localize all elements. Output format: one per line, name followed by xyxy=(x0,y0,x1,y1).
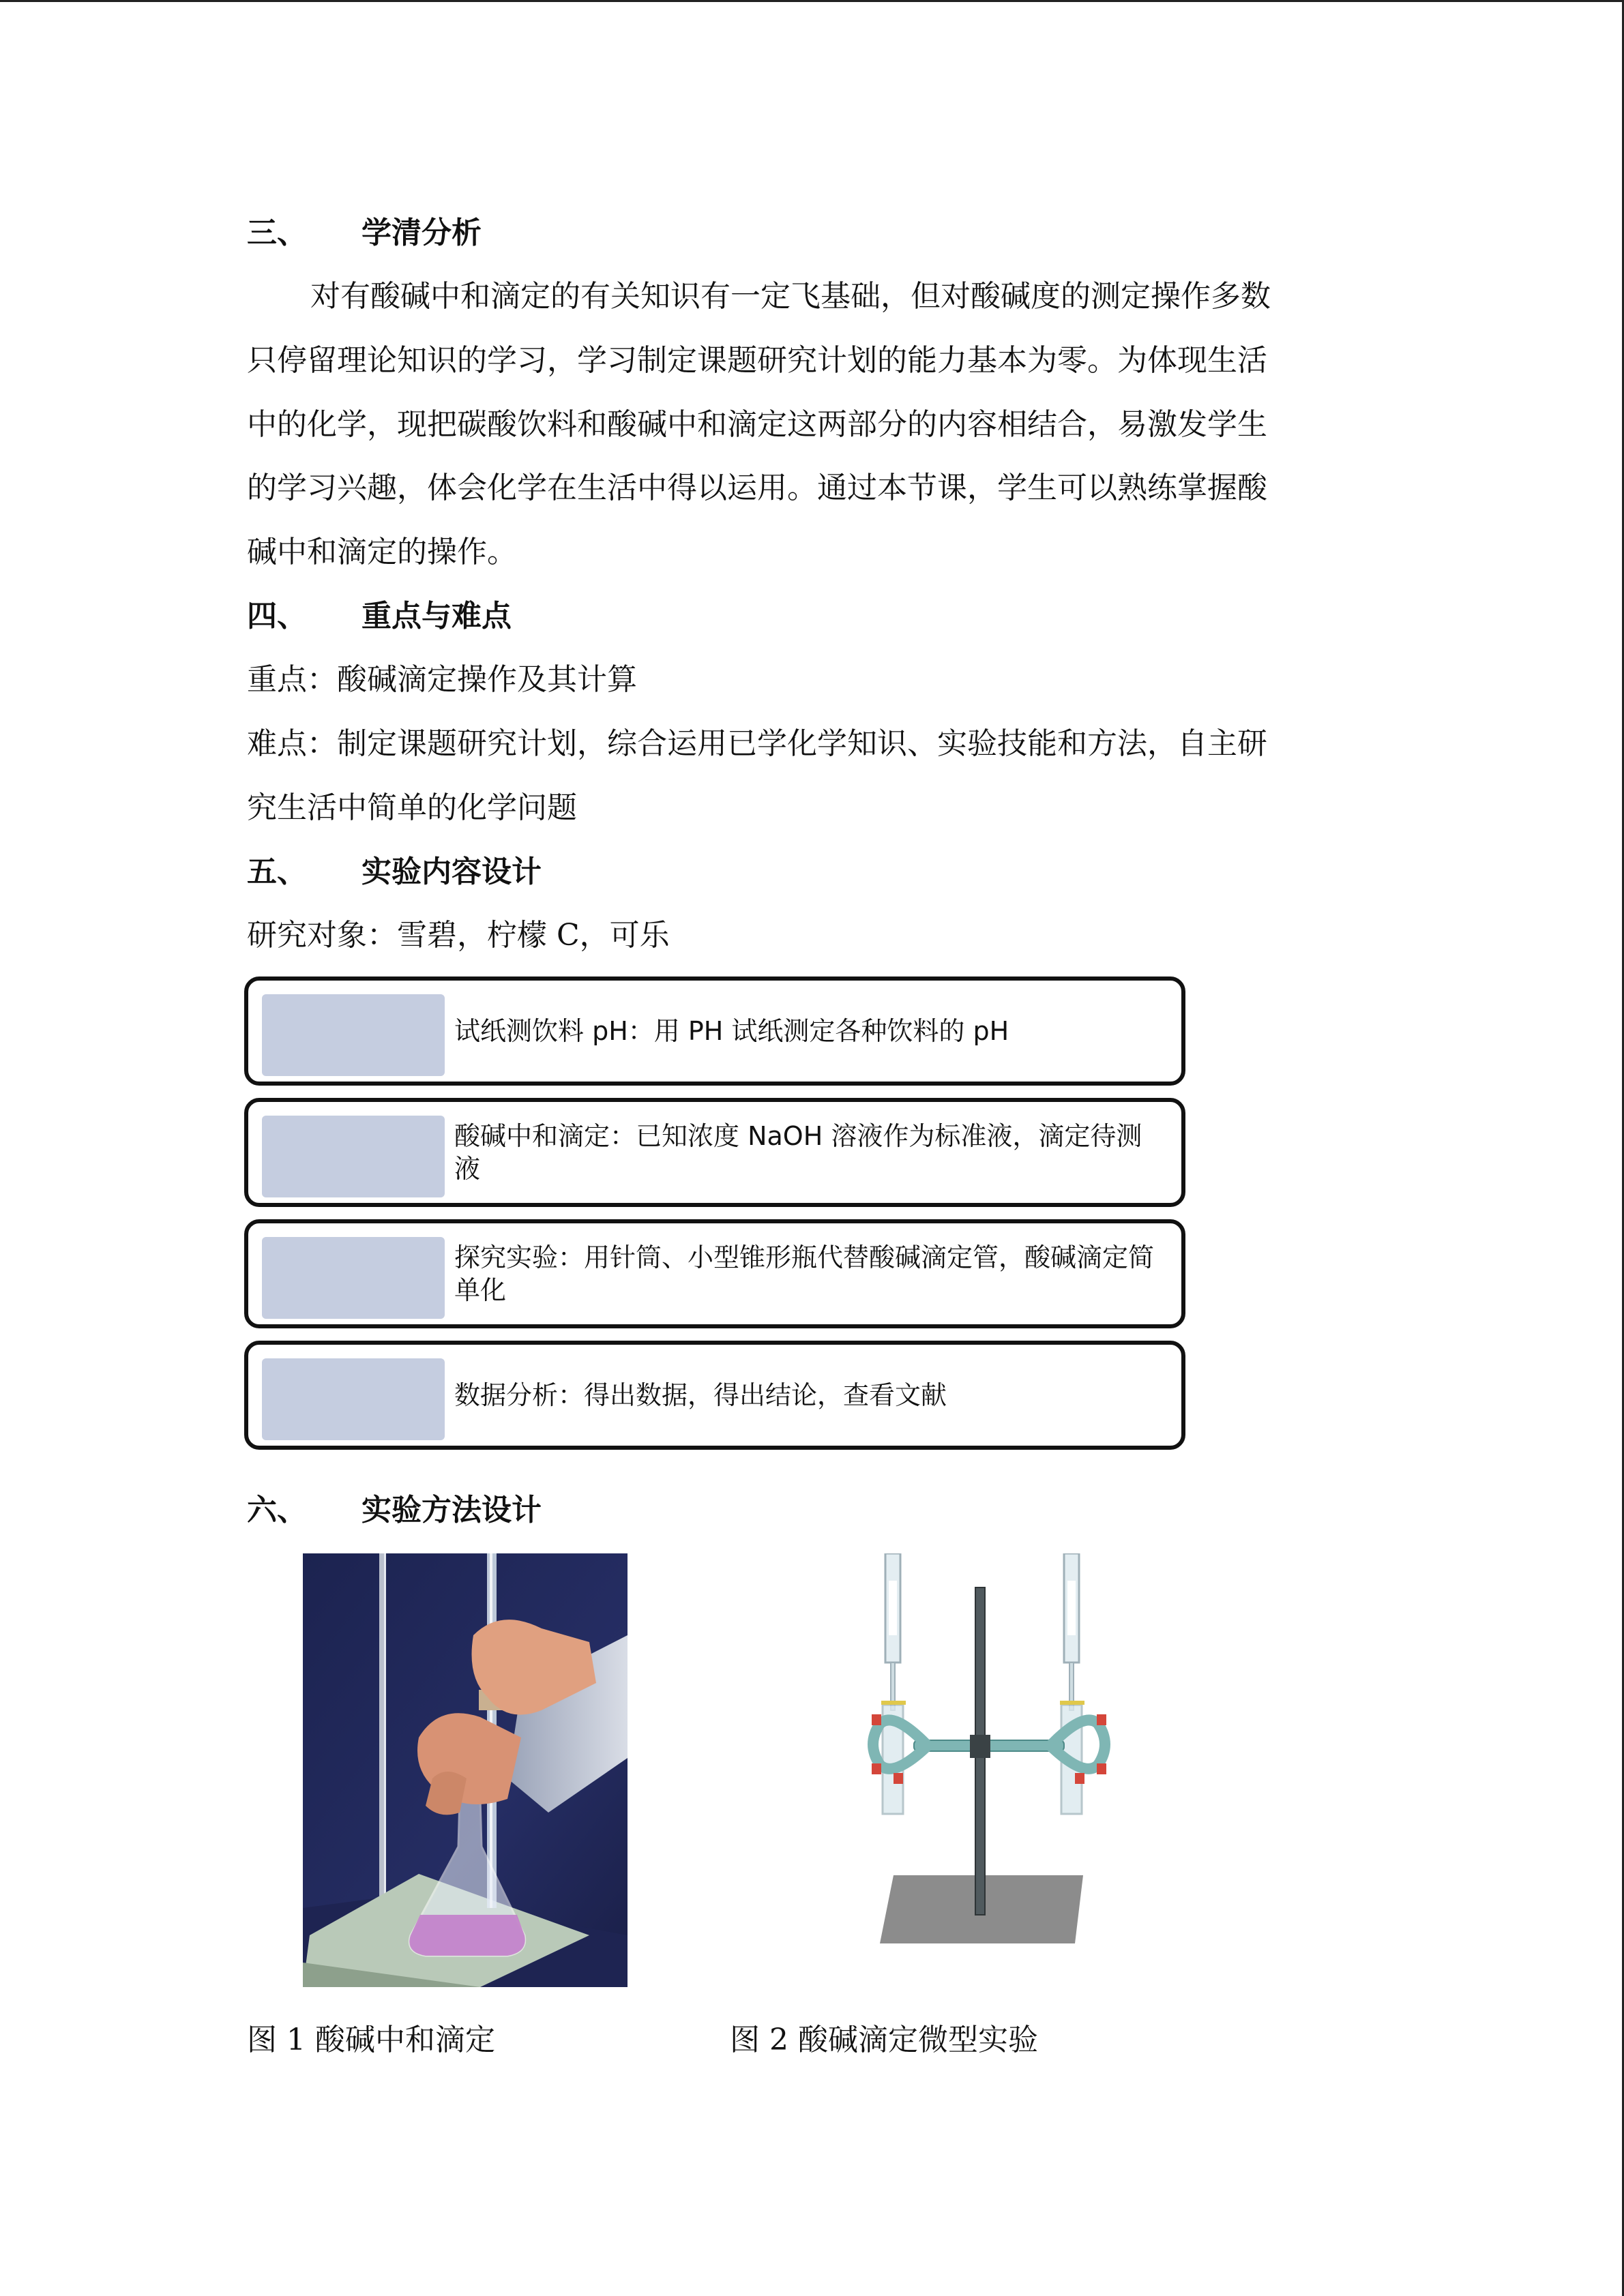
step-text: 探究实验：用针筒、小型锥形瓶代替酸碱滴定管，酸碱滴定简单化 xyxy=(454,1242,1155,1305)
section-heading xyxy=(247,1485,542,1529)
experiment-step xyxy=(244,1341,1185,1450)
step-text: 试纸测饮料 pH：用 PH 试纸测定各种饮料的 pH xyxy=(454,1016,1009,1046)
section-title: 实验方法设计 xyxy=(361,1493,542,1527)
experiment-step xyxy=(244,1098,1185,1207)
section-number: 四、 xyxy=(247,599,307,633)
section-heading xyxy=(247,591,512,635)
micro-titration-apparatus xyxy=(866,1553,1112,1949)
section-title: 实验内容设计 xyxy=(361,854,542,889)
page-border xyxy=(0,0,1624,2)
section-heading xyxy=(247,208,482,252)
step-text: 酸碱中和滴定：已知浓度 NaOH 溶液作为标准液，滴定待测液 xyxy=(454,1121,1142,1184)
step-marker xyxy=(262,1116,445,1197)
step-marker xyxy=(262,1358,445,1440)
figure-2-caption: 图 2 酸碱滴定微型实验 xyxy=(730,2023,1038,2057)
step-text: 数据分析：得出数据，得出结论，查看文献 xyxy=(454,1380,947,1410)
experiment-step xyxy=(244,1219,1185,1328)
figure-1-caption: 图 1 酸碱中和滴定 xyxy=(247,2023,495,2057)
step-marker xyxy=(262,1237,445,1319)
difficulty-line: 难点：制定课题研究计划，综合运用已学化学知识、实验技能和方法，自主研 xyxy=(247,726,1267,761)
section-title: 学清分析 xyxy=(361,215,482,250)
section-number: 六、 xyxy=(247,1493,307,1527)
section-title: 重点与难点 xyxy=(361,599,512,633)
step-marker xyxy=(262,994,445,1076)
research-subjects: 研究对象：雪碧，柠檬 C，可乐 xyxy=(247,918,670,953)
paragraph-line: 只停留理论知识的学习，学习制定课题研究计划的能力基本为零。为体现生活 xyxy=(247,343,1267,378)
paragraph-line: 对有酸碱中和滴定的有关知识有一定飞基础，但对酸碱度的测定操作多数 xyxy=(310,279,1271,314)
paragraph-line: 的学习兴趣，体会化学在生活中得以运用。通过本节课，学生可以熟练掌握酸 xyxy=(247,471,1267,505)
key-point: 重点：酸碱滴定操作及其计算 xyxy=(247,662,637,697)
titration-photo xyxy=(303,1553,628,1987)
experiment-step xyxy=(244,976,1185,1086)
section-number: 三、 xyxy=(247,215,307,250)
section-number: 五、 xyxy=(247,854,307,889)
difficulty-line: 究生活中简单的化学问题 xyxy=(247,790,577,825)
section-heading xyxy=(247,847,542,891)
paragraph-line: 碱中和滴定的操作。 xyxy=(247,535,517,569)
paragraph-line: 中的化学，现把碳酸饮料和酸碱中和滴定这两部分的内容相结合，易激发学生 xyxy=(247,407,1267,442)
